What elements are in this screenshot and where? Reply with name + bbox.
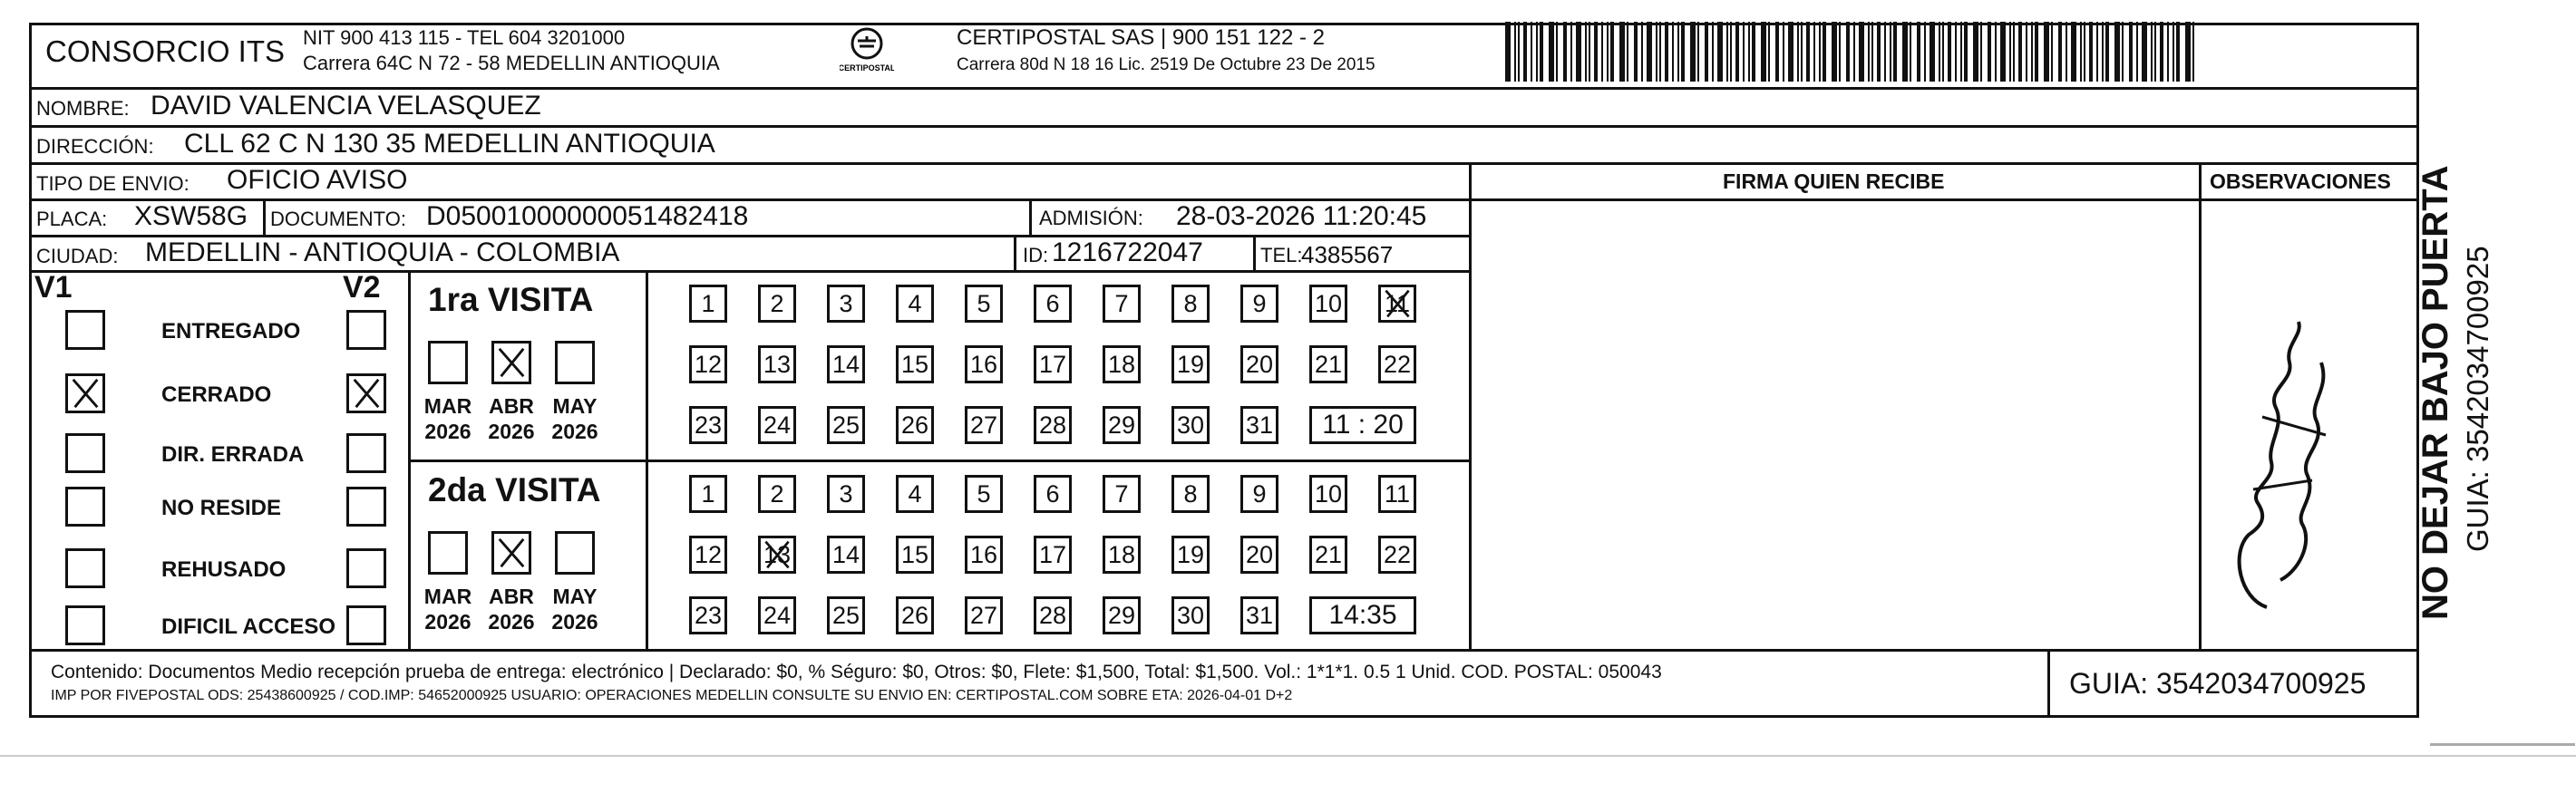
- day-box[interactable]: 14: [827, 536, 865, 574]
- month-label: ABR: [489, 394, 534, 418]
- divider: [1469, 198, 2419, 201]
- day-box[interactable]: 15: [896, 536, 934, 574]
- id-value: 1216722047: [1052, 237, 1203, 267]
- day-box[interactable]: 17: [1034, 345, 1072, 383]
- day-box[interactable]: 26: [896, 596, 934, 634]
- edge-line: [0, 755, 2576, 757]
- status-option-label: ENTREGADO: [161, 319, 301, 343]
- placa-value: XSW58G: [134, 201, 248, 231]
- day-box[interactable]: 9: [1240, 285, 1278, 323]
- side-no-dejar: NO DEJAR BAJO PUERTA: [2416, 165, 2455, 620]
- month-checkbox[interactable]: [555, 341, 595, 384]
- day-box[interactable]: 5: [965, 285, 1003, 323]
- month-label: MAY: [552, 585, 598, 608]
- day-box[interactable]: 6: [1034, 285, 1072, 323]
- month-checkbox[interactable]: [428, 341, 468, 384]
- day-box[interactable]: 10: [1309, 285, 1347, 323]
- barcode: [1505, 22, 2203, 82]
- day-box[interactable]: 28: [1034, 406, 1072, 444]
- month-checkbox[interactable]: [428, 531, 468, 575]
- year-label: 2026: [551, 610, 598, 634]
- day-box[interactable]: 11: [1378, 285, 1416, 323]
- nombre-label: NOMBRE:: [36, 97, 130, 120]
- day-box[interactable]: 20: [1240, 345, 1278, 383]
- v2-label: V2: [343, 270, 381, 305]
- tipo-label: TIPO DE ENVIO:: [36, 172, 190, 195]
- day-box[interactable]: 27: [965, 406, 1003, 444]
- footer-contenido: Contenido: Documentos Medio recepción prueba de entrega: electrónico | Declarado: $0, % Séguro: $0, Otros: $0, Flete: $1,500, Total: $1,500. Vol.: 1*1*1. 0.5 1 Unid. COD. POSTAL: 050043: [51, 662, 1662, 682]
- documento-value: D05001000000051482418: [426, 201, 749, 231]
- id-label: ID:: [1023, 244, 1049, 266]
- placa-label: PLACA:: [36, 208, 108, 230]
- side-note: [2417, 76, 2517, 620]
- status-v1-checkbox[interactable]: [65, 433, 105, 473]
- day-box[interactable]: 31: [1240, 406, 1278, 444]
- divider: [2199, 162, 2202, 650]
- day-box[interactable]: 3: [827, 475, 865, 513]
- status-v2-checkbox[interactable]: [346, 373, 386, 413]
- day-box[interactable]: 28: [1034, 596, 1072, 634]
- divider: [29, 87, 2419, 90]
- day-box[interactable]: 11: [1378, 475, 1416, 513]
- status-v2-checkbox[interactable]: [346, 487, 386, 527]
- direccion-value: CLL 62 C N 130 35 MEDELLIN ANTIOQUIA: [184, 129, 715, 159]
- admision-label: ADMISIÓN:: [1039, 207, 1143, 229]
- carrier-name: CERTIPOSTAL SAS | 900 151 122 - 2: [957, 25, 1325, 50]
- documento-label: DOCUMENTO:: [270, 208, 406, 230]
- day-box[interactable]: 22: [1378, 536, 1416, 574]
- month-checkbox[interactable]: [491, 341, 531, 384]
- divider: [263, 198, 266, 236]
- svg-text:CERTIPOSTAL: CERTIPOSTAL: [840, 63, 894, 73]
- day-box[interactable]: 17: [1034, 536, 1072, 574]
- day-box[interactable]: 2: [758, 475, 796, 513]
- day-box[interactable]: 18: [1103, 536, 1141, 574]
- status-v2-checkbox[interactable]: [346, 548, 386, 588]
- year-label: 2026: [551, 420, 598, 443]
- divider: [1014, 235, 1016, 271]
- day-box[interactable]: 24: [758, 596, 796, 634]
- status-v1-checkbox[interactable]: [65, 310, 105, 350]
- divider: [408, 460, 1471, 462]
- day-box[interactable]: 8: [1171, 475, 1210, 513]
- month-label: ABR: [489, 585, 534, 608]
- day-box[interactable]: 29: [1103, 406, 1141, 444]
- admision-value: 28-03-2026 11:20:45: [1176, 201, 1427, 231]
- day-box[interactable]: 13: [758, 345, 796, 383]
- status-option-label: DIFICIL ACCESO: [161, 614, 336, 639]
- year-label: 2026: [488, 610, 535, 634]
- status-v1-checkbox[interactable]: [65, 487, 105, 527]
- status-option-label: CERRADO: [161, 382, 272, 407]
- day-box[interactable]: 23: [689, 596, 727, 634]
- day-box[interactable]: 2: [758, 285, 796, 323]
- day-box[interactable]: 18: [1103, 345, 1141, 383]
- tel-label: TEL:: [1260, 244, 1303, 266]
- day-box[interactable]: 9: [1240, 475, 1278, 513]
- nombre-value: DAVID VALENCIA VELASQUEZ: [151, 91, 541, 121]
- carrier-address: Carrera 80d N 18 16 Lic. 2519 De Octubre 23 De 2015: [957, 55, 1375, 74]
- status-v2-checkbox[interactable]: [346, 605, 386, 645]
- day-box[interactable]: 15: [896, 345, 934, 383]
- day-box[interactable]: 31: [1240, 596, 1278, 634]
- tel-value: 4385567: [1301, 241, 1394, 268]
- status-v1-checkbox[interactable]: [65, 373, 105, 413]
- day-box[interactable]: 12: [689, 536, 727, 574]
- visit-title: 1ra VISITA: [428, 281, 594, 318]
- day-box[interactable]: 3: [827, 285, 865, 323]
- day-box[interactable]: 22: [1378, 345, 1416, 383]
- company-name: CONSORCIO ITS: [45, 34, 286, 68]
- divider: [29, 125, 2419, 128]
- day-box[interactable]: 21: [1309, 345, 1347, 383]
- visit-time[interactable]: 14:35: [1309, 596, 1416, 634]
- day-box[interactable]: 14: [827, 345, 865, 383]
- day-box[interactable]: 20: [1240, 536, 1278, 574]
- status-v2-checkbox[interactable]: [346, 433, 386, 473]
- day-box[interactable]: 19: [1171, 345, 1210, 383]
- handwritten-signature: [2212, 308, 2357, 634]
- ciudad-value: MEDELLIN - ANTIOQUIA - COLOMBIA: [145, 237, 620, 267]
- observaciones-label: OBSERVACIONES: [2210, 169, 2391, 193]
- year-label: 2026: [488, 420, 535, 443]
- footer-imp: IMP POR FIVEPOSTAL ODS: 25438600925 / COD.IMP: 54652000925 USUARIO: OPERACIONES MEDELLIN CONSULTE SU ENVIO EN: CERTIPOSTAL.COM SOBRE ETA: 2026-04-01 D+2: [51, 688, 1293, 703]
- company-nit: NIT 900 413 115 - TEL 604 3201000: [303, 26, 626, 49]
- day-box[interactable]: 24: [758, 406, 796, 444]
- status-option-label: DIR. ERRADA: [161, 442, 305, 467]
- day-box[interactable]: 16: [965, 536, 1003, 574]
- footer-guia: GUIA: 3542034700925: [2069, 667, 2367, 700]
- year-label: 2026: [424, 610, 471, 634]
- day-box[interactable]: 13: [758, 536, 796, 574]
- certipostal-logo: [840, 25, 894, 76]
- month-label: MAR: [423, 394, 472, 418]
- day-box[interactable]: 5: [965, 475, 1003, 513]
- status-v1-checkbox[interactable]: [65, 605, 105, 645]
- day-box[interactable]: 1: [689, 285, 727, 323]
- month-label: MAY: [552, 394, 598, 418]
- status-option-label: REHUSADO: [161, 557, 287, 582]
- day-box[interactable]: 8: [1171, 285, 1210, 323]
- visit-title: 2da VISITA: [428, 471, 601, 508]
- month-label: MAR: [423, 585, 472, 608]
- day-box[interactable]: 30: [1171, 596, 1210, 634]
- day-box[interactable]: 19: [1171, 536, 1210, 574]
- day-box[interactable]: 6: [1034, 475, 1072, 513]
- day-box[interactable]: 4: [896, 285, 934, 323]
- month-checkbox[interactable]: [555, 531, 595, 575]
- day-box[interactable]: 29: [1103, 596, 1141, 634]
- company-address: Carrera 64C N 72 - 58 MEDELLIN ANTIOQUIA: [303, 52, 720, 74]
- ciudad-label: CIUDAD:: [36, 245, 119, 267]
- divider: [1469, 162, 1472, 650]
- divider: [2047, 649, 2050, 718]
- firma-label: FIRMA QUIEN RECIBE: [1723, 169, 1945, 193]
- visit-time[interactable]: 11 : 20: [1309, 406, 1416, 444]
- day-box[interactable]: 10: [1309, 475, 1347, 513]
- day-box[interactable]: 12: [689, 345, 727, 383]
- day-box[interactable]: 7: [1103, 285, 1141, 323]
- divider: [29, 649, 2419, 652]
- day-box[interactable]: 1: [689, 475, 727, 513]
- year-label: 2026: [424, 420, 471, 443]
- tipo-value: OFICIO AVISO: [227, 165, 408, 195]
- month-checkbox[interactable]: [491, 531, 531, 575]
- day-box[interactable]: 23: [689, 406, 727, 444]
- side-guia: GUIA: 3542034700925: [2461, 246, 2494, 552]
- status-v2-checkbox[interactable]: [346, 310, 386, 350]
- status-option-label: NO RESIDE: [161, 496, 282, 520]
- day-box[interactable]: 21: [1309, 536, 1347, 574]
- edge-line: [2430, 743, 2575, 746]
- direccion-label: DIRECCIÓN:: [36, 135, 154, 158]
- status-v1-checkbox[interactable]: [65, 548, 105, 588]
- day-box[interactable]: 27: [965, 596, 1003, 634]
- day-box[interactable]: 7: [1103, 475, 1141, 513]
- divider: [1029, 198, 1032, 236]
- day-box[interactable]: 30: [1171, 406, 1210, 444]
- v1-label: V1: [34, 270, 73, 305]
- day-box[interactable]: 4: [896, 475, 934, 513]
- day-box[interactable]: 25: [827, 596, 865, 634]
- day-box[interactable]: 26: [896, 406, 934, 444]
- day-box[interactable]: 16: [965, 345, 1003, 383]
- divider: [1253, 235, 1256, 271]
- divider: [29, 270, 1471, 273]
- day-box[interactable]: 25: [827, 406, 865, 444]
